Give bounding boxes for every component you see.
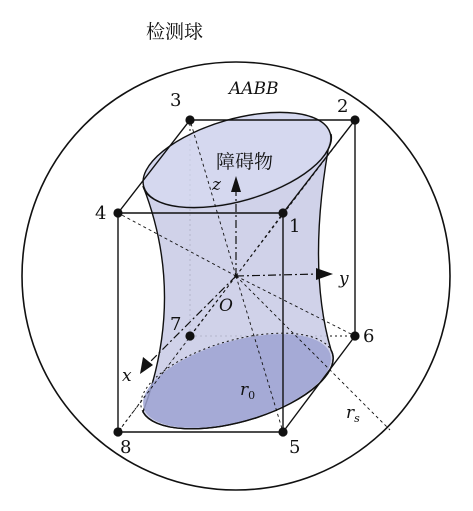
vertex-7-label: 7 xyxy=(170,314,182,335)
vertex-5-point xyxy=(278,427,287,436)
detection-sphere-title: 检测球 xyxy=(146,21,204,43)
aabb-label: AABB xyxy=(229,79,279,99)
vertex-7-point xyxy=(185,331,194,340)
vertex-2-point xyxy=(350,115,359,124)
vertex-1-point xyxy=(278,208,287,217)
obstacle xyxy=(132,94,341,446)
vertex-3-point xyxy=(185,115,194,124)
z-axis-label: z xyxy=(212,175,221,195)
rs-subscript: s xyxy=(354,412,360,425)
rs-label: $r_s$ xyxy=(346,403,360,425)
vertex-5-label: 5 xyxy=(289,437,301,458)
origin-point xyxy=(234,274,238,278)
vertex-6-label: 6 xyxy=(363,326,375,347)
vertex-1-label: 1 xyxy=(289,216,301,237)
obstacle-label: 障碍物 xyxy=(216,151,274,173)
vertex-4-label: 4 xyxy=(95,203,107,224)
r0-subscript: 0 xyxy=(248,389,256,402)
r0-label: $r_0$ xyxy=(240,380,256,402)
vertex-6-point xyxy=(350,331,359,340)
vertex-4-point xyxy=(113,208,122,217)
y-axis-arrowhead xyxy=(316,268,333,280)
vertex-3-label: 3 xyxy=(170,90,182,111)
x-axis-label: x xyxy=(122,366,132,386)
vertex-2-label: 2 xyxy=(337,96,349,117)
x-axis-arrowhead xyxy=(140,357,153,374)
y-axis-label: y xyxy=(339,269,349,289)
vertex-8-label: 8 xyxy=(120,437,132,458)
vertex-8-point xyxy=(113,427,122,436)
origin-label: O xyxy=(219,296,233,316)
